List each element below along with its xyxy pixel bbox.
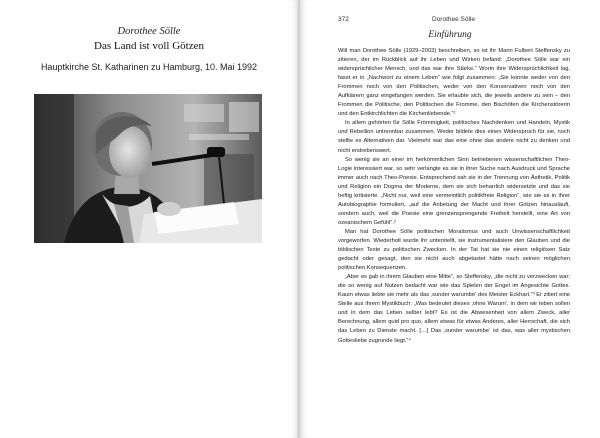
portrait-photo-icon [34, 94, 262, 243]
chapter-title: Einführung [428, 30, 472, 40]
author-name: Dorothee Sölle [117, 26, 181, 37]
paragraph: So wenig sie an einer im herkömmlichen Sinn betriebenen wissenschaftlichen Theo-Logie interessiert war, so sehr verlangte es sie in ihrer Suche nach Ausdruck und Sprache immer auch nach Theo-Poesie. Entsprechend sah sie in der Trennung von Ästhetik, Politik und Religion ein Dogma der Moderne, dem sie sich beharrlich widersetzte und das sie heftig kritisierte. „Nicht nur, weil eine vermeintlich politikfreie Religion“, wie sie es in ihrer Autobiographie formuliert, „auf die Anbetung der Macht und ihrer Götzen hinausläuft, sondern auch, weil die Poesie eine grenzensprengende Freiheit herstellt, eine Art von ozeanischem Gefühl“.² [338, 156, 570, 226]
paragraph: „Aber es gab in ihrem Glauben eine Mitte“, so Steffensky, „die nicht zu verzwecken war; die so wenig auf Nutzen bedacht war wie das Spielen der Engel im Angesichte Gottes. Kaum etwas liebte sie mehr als das ‚sunder warumbe‘ des Meister Eckhart.“³ Er zitiert eine Stelle aus ihrem Mystikbuch: „Was bedeutet dieses ‚ohne Warum‘, in dem wir leben sollen und in dem das Leben selber lebt? Es ist die Abwesenheit von allem Zweck, aller Berechnung, allem quid pro quo, allem etwas für etwas Anderes, aller Herrschaft, die sich das Leben zu Dienste macht. […] Das ‚sunder warumbe‘ ist das, was aller mystischen Gottesliebe zugrunde liegt.“⁴ [338, 274, 570, 344]
right-page [300, 0, 600, 438]
left-page [0, 0, 298, 438]
paragraph: Will man Dorothee Sölle (1929–2003) beschreiben, so ist ihr Mann Fulbert Steffensky zu zitieren, der im Rückblick auf ihr Leben und Wirken befand: „Dorothee Sölle war ein widersprüchlicher Mensch, und das war ihre Stärke.“ Worin ihre Widersprüchlichkeit lag, fasst er in „Nachwort zu einem Leben“ wie folgt zusammen: „Sie konnte weder von den Frommen noch von den Politischen, weder von den Konservativen noch von den Aufklärern ganz eingefangen werden. Sie erlaubte sich, die jeweils andere zu sein – den Frommen die Politische, den Politischen die Fromme, den Bischöfen die Kirchenstörerin und den Entkirchlichten die Kirchenliebende.“¹ [338, 48, 570, 118]
place-date: Hauptkirche St. Katharinen zu Hamburg, 10. Mai 1992 [40, 62, 258, 72]
body-text [338, 47, 570, 346]
running-head: Dorothee Sölle [432, 16, 475, 23]
running-header [300, 16, 600, 28]
paragraph: Man hat Dorothee Sölle politischen Moralismus und auch Unwissenschaftlichkeit vorgeworfen. Wiederholt wurde ihr unterstellt, sie instrumentalisiere den Glauben und die biblischen Texte zu politischen Zwecken. In der Tat hat sie nie einen religiösen Satz gedacht oder gesagt, den sie nicht auch abgetastet hätte nach seinen möglichen politischen Konsequenzen. [338, 228, 570, 272]
page-number: 372 [338, 16, 349, 23]
sermon-title: Das Land ist voll Götzen [94, 40, 204, 52]
paragraph: In allem gehörten für Sölle Frömmigkeit, politisches Nachdenken und Handeln, Mystik und Rebellion untrennbar zusammen. Weder bildete dies einen Widerspruch für sie, noch stellte es Alternativen dar. Vielmehr war das eine ohne das andere nicht zu denken und nicht erstrebenswert. [338, 120, 570, 154]
